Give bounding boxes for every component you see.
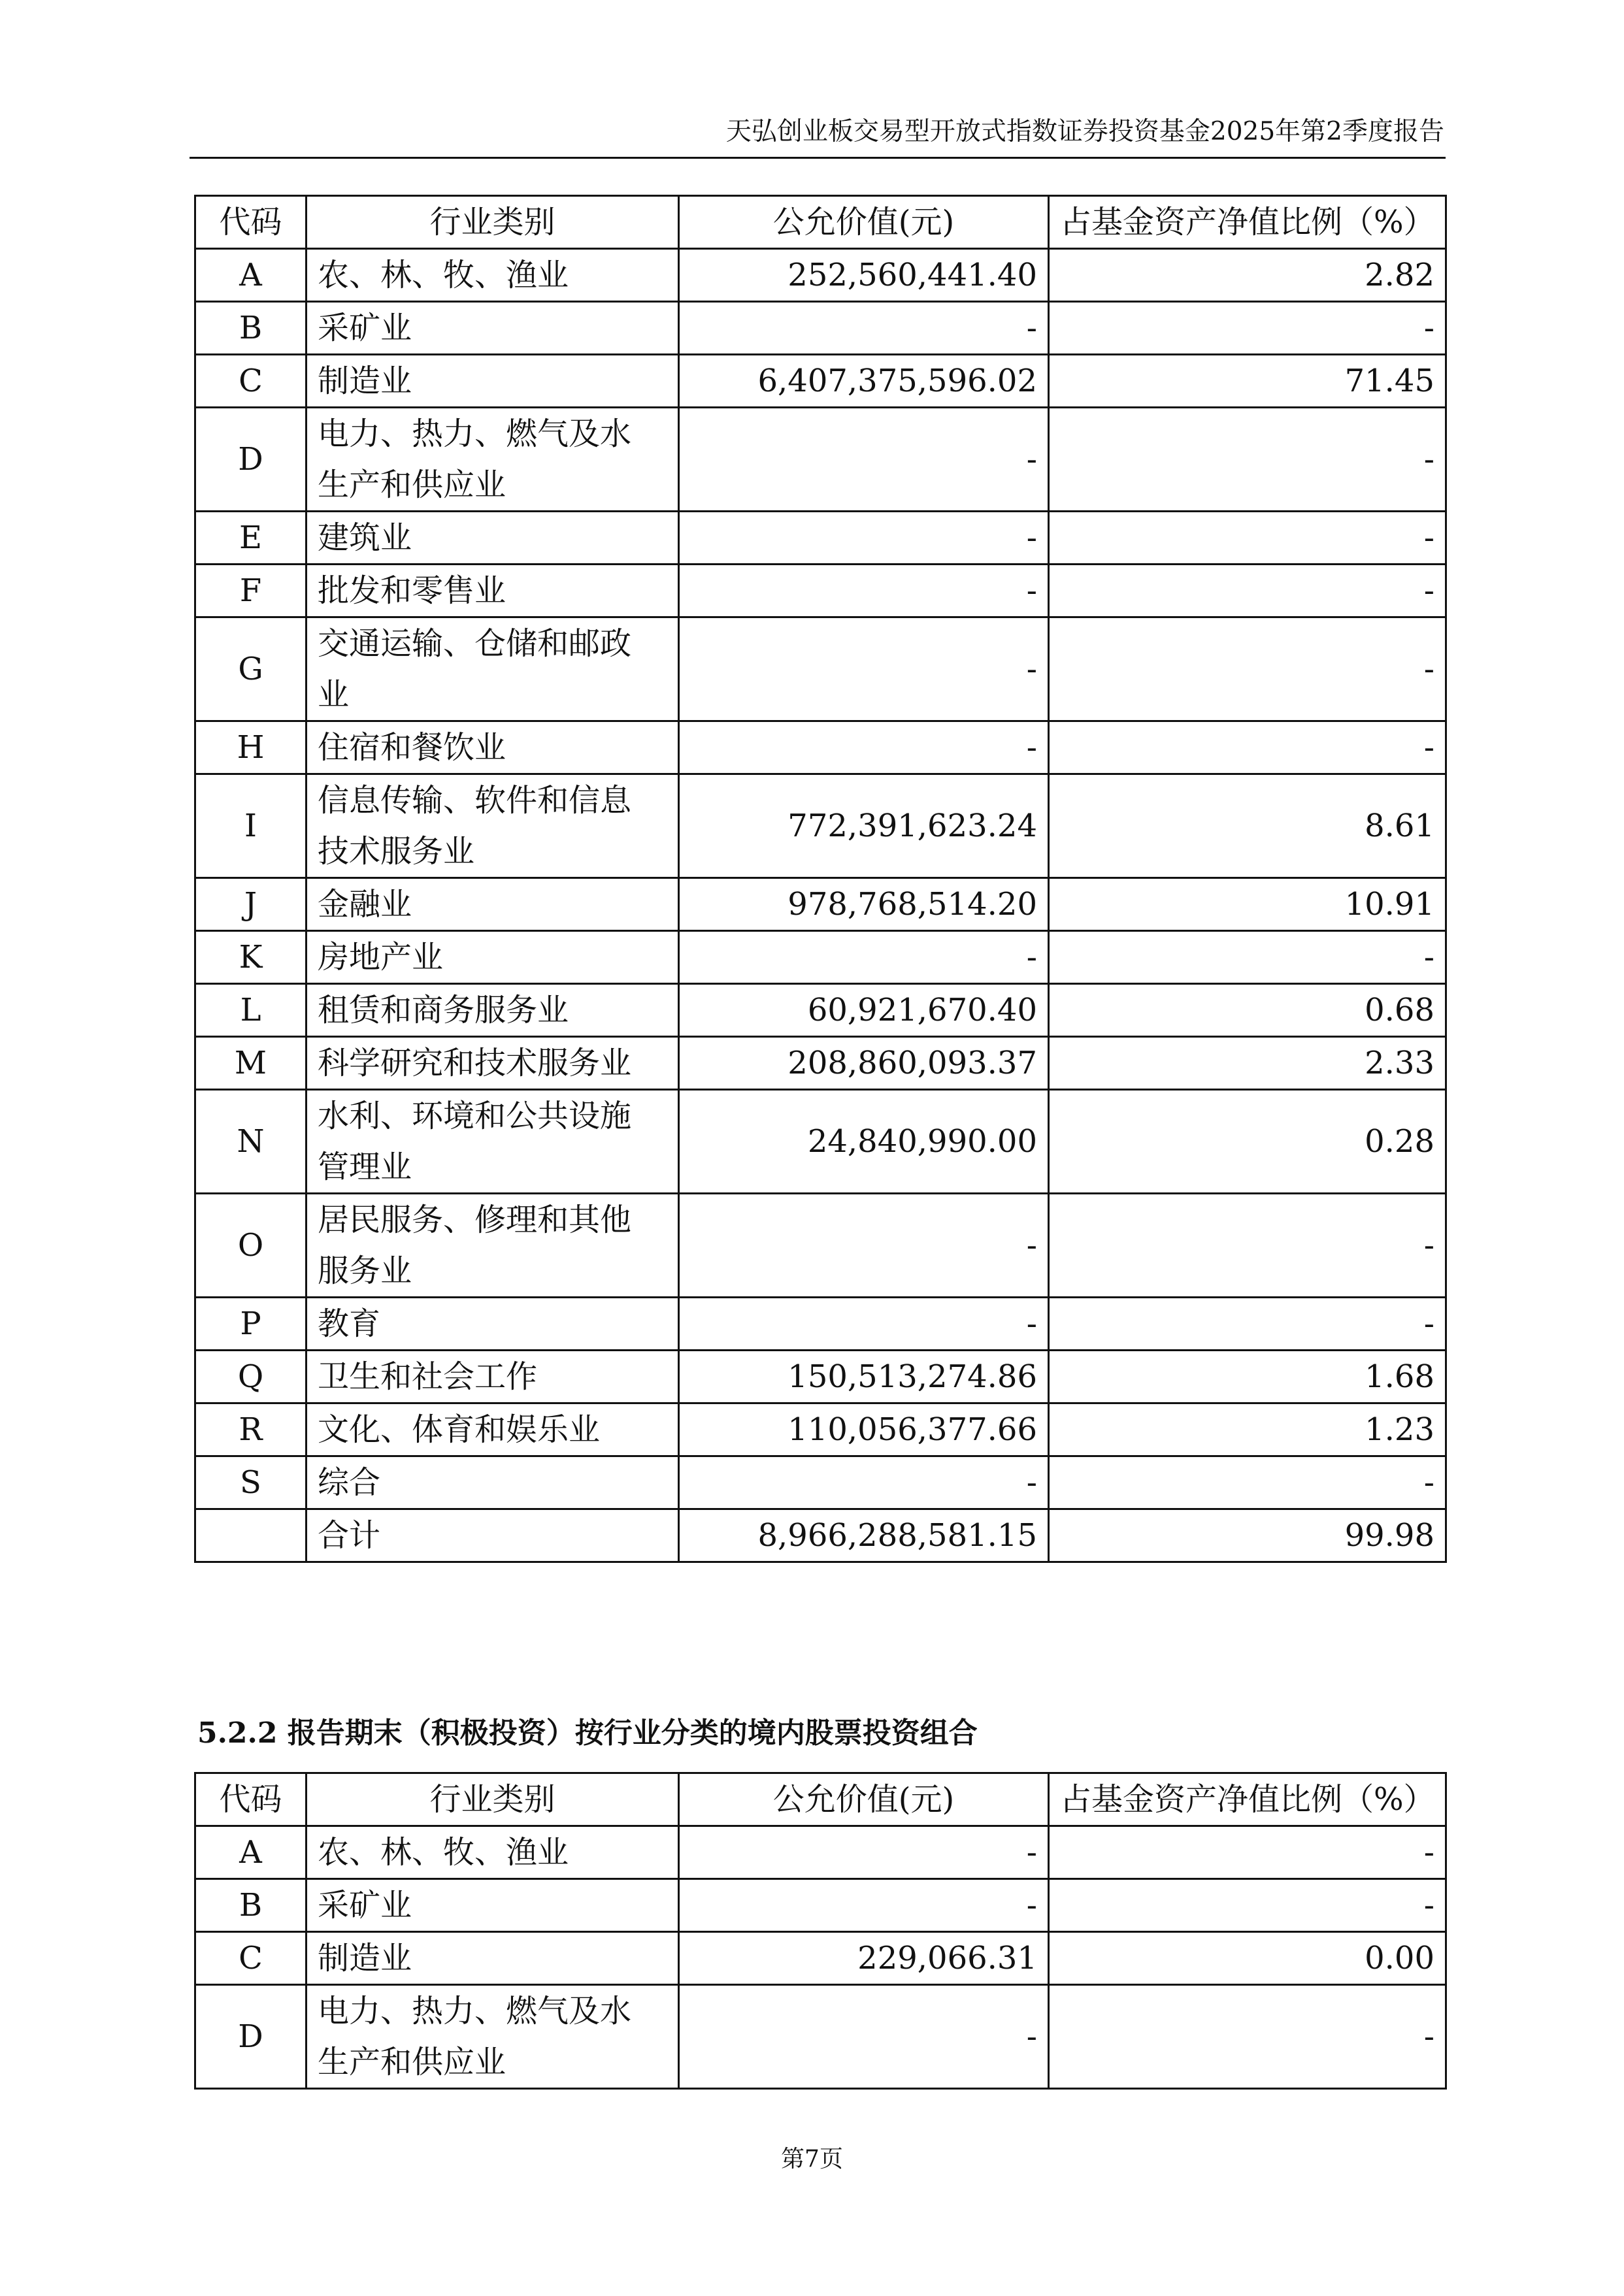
nav-ratio: - [1049, 408, 1446, 512]
industry-name-line: 采矿业 [318, 310, 412, 346]
industry-code: J [195, 878, 307, 931]
fair-value: 6,407,375,596.02 [679, 355, 1049, 408]
column-header-ratio: 占基金资产净值比例（%） [1049, 196, 1446, 249]
industry-name-line: 文化、体育和娱乐业 [318, 1411, 601, 1448]
industry-name-line: 房地产业 [318, 939, 444, 976]
industry-name [307, 931, 679, 984]
industry-name-line: 建筑业 [318, 519, 412, 556]
fair-value: 229,066.31 [679, 1932, 1049, 1985]
nav-ratio: - [1049, 512, 1446, 565]
industry-name [307, 1403, 679, 1456]
nav-ratio: 99.98 [1049, 1509, 1446, 1562]
industry-code: D [195, 1985, 307, 2089]
fair-value: 978,768,514.20 [679, 878, 1049, 931]
column-header-fair-value: 公允价值(元) [679, 196, 1049, 249]
fair-value: - [679, 1456, 1049, 1509]
industry-name [307, 1509, 679, 1562]
industry-name-line: 业 [318, 676, 350, 713]
fair-value: 208,860,093.37 [679, 1037, 1049, 1090]
fair-value: 772,391,623.24 [679, 774, 1049, 878]
industry-code: H [195, 721, 307, 774]
industry-code: D [195, 408, 307, 512]
nav-ratio: 10.91 [1049, 878, 1446, 931]
fair-value: 8,966,288,581.15 [679, 1509, 1049, 1562]
fair-value: - [679, 302, 1049, 355]
table-row [195, 302, 1446, 355]
industry-code: N [195, 1090, 307, 1194]
industry-code [195, 1509, 307, 1562]
industry-code: C [195, 1932, 307, 1985]
table-row [195, 1298, 1446, 1351]
industry-name-line: 合计 [318, 1517, 381, 1554]
industry-name-line: 金融业 [318, 886, 412, 923]
industry-code: P [195, 1298, 307, 1351]
industry-name [307, 249, 679, 302]
industry-code: A [195, 249, 307, 302]
table-row [195, 721, 1446, 774]
industry-name-line: 卫生和社会工作 [318, 1358, 538, 1395]
industry-name [307, 355, 679, 408]
nav-ratio: - [1049, 1985, 1446, 2089]
industry-table-index [194, 195, 1447, 1563]
industry-code: B [195, 302, 307, 355]
industry-name-line: 居民服务、修理和其他 [318, 1202, 632, 1238]
column-header-code: 代码 [195, 1773, 307, 1826]
industry-name-line: 批发和零售业 [318, 572, 506, 609]
table-row [195, 1037, 1446, 1090]
industry-code: L [195, 984, 307, 1037]
industry-name-line: 教育 [318, 1305, 381, 1342]
industry-name-line: 技术服务业 [318, 833, 475, 870]
industry-name-line: 服务业 [318, 1253, 412, 1289]
fair-value: 110,056,377.66 [679, 1403, 1049, 1456]
industry-name [307, 1298, 679, 1351]
industry-code: S [195, 1456, 307, 1509]
fair-value: 252,560,441.40 [679, 249, 1049, 302]
table-row [195, 931, 1446, 984]
table-row [195, 878, 1446, 931]
industry-name [307, 565, 679, 617]
nav-ratio: - [1049, 1194, 1446, 1298]
industry-name-line: 生产和供应业 [318, 467, 506, 503]
table-header-row [195, 1773, 1446, 1826]
industry-name-line: 制造业 [318, 1940, 412, 1976]
industry-name [307, 1456, 679, 1509]
page-number: 第7页 [781, 2146, 843, 2173]
industry-name [307, 1194, 679, 1298]
industry-name-line: 信息传输、软件和信息 [318, 782, 632, 819]
industry-code: I [195, 774, 307, 878]
fair-value: - [679, 1194, 1049, 1298]
industry-name [307, 1932, 679, 1985]
industry-code: K [195, 931, 307, 984]
industry-name [307, 878, 679, 931]
fair-value: - [679, 931, 1049, 984]
table-row [195, 1879, 1446, 1932]
industry-name [307, 774, 679, 878]
nav-ratio: - [1049, 565, 1446, 617]
industry-name [307, 721, 679, 774]
industry-name-line: 管理业 [318, 1149, 412, 1185]
industry-code: Q [195, 1351, 307, 1403]
fair-value: - [679, 512, 1049, 565]
industry-name-line: 住宿和餐饮业 [318, 729, 506, 766]
table-row [195, 1509, 1446, 1562]
fair-value: - [679, 1985, 1049, 2089]
table-row [195, 1403, 1446, 1456]
nav-ratio: - [1049, 1879, 1446, 1932]
industry-code: A [195, 1826, 307, 1879]
report-header-title: 天弘创业板交易型开放式指数证券投资基金2025年第2季度报告 [725, 117, 1444, 146]
nav-ratio: 71.45 [1049, 355, 1446, 408]
nav-ratio: - [1049, 1298, 1446, 1351]
table-row [195, 408, 1446, 512]
fair-value: 150,513,274.86 [679, 1351, 1049, 1403]
nav-ratio: 1.23 [1049, 1403, 1446, 1456]
fair-value: - [679, 1879, 1049, 1932]
table-row [195, 355, 1446, 408]
industry-code: B [195, 1879, 307, 1932]
industry-name [307, 408, 679, 512]
fair-value: - [679, 1298, 1049, 1351]
nav-ratio: - [1049, 1456, 1446, 1509]
fair-value: - [679, 408, 1049, 512]
industry-name [307, 1037, 679, 1090]
industry-code: M [195, 1037, 307, 1090]
industry-name-line: 采矿业 [318, 1887, 412, 1924]
fair-value: - [679, 721, 1049, 774]
industry-name [307, 1351, 679, 1403]
column-header-industry: 行业类别 [307, 196, 679, 249]
column-header-industry: 行业类别 [307, 1773, 679, 1826]
industry-name [307, 512, 679, 565]
industry-name-line: 电力、热力、燃气及水 [318, 416, 632, 452]
table-row [195, 249, 1446, 302]
table-row [195, 512, 1446, 565]
table-row [195, 1351, 1446, 1403]
nav-ratio: 0.28 [1049, 1090, 1446, 1194]
nav-ratio: - [1049, 617, 1446, 721]
section-title: 5.2.2 报告期末（积极投资）按行业分类的境内股票投资组合 [197, 1716, 978, 1750]
industry-name-line: 农、林、牧、渔业 [318, 257, 569, 293]
table-row [195, 1932, 1446, 1985]
industry-name-line: 交通运输、仓储和邮政 [318, 625, 632, 662]
nav-ratio: - [1049, 302, 1446, 355]
nav-ratio: 0.68 [1049, 984, 1446, 1037]
table-row [195, 1194, 1446, 1298]
industry-table-active [194, 1772, 1447, 2090]
industry-name [307, 1879, 679, 1932]
fair-value: - [679, 565, 1049, 617]
nav-ratio: - [1049, 721, 1446, 774]
industry-name-line: 农、林、牧、渔业 [318, 1834, 569, 1871]
industry-code: F [195, 565, 307, 617]
industry-name-line: 电力、热力、燃气及水 [318, 1993, 632, 2029]
industry-code: R [195, 1403, 307, 1456]
nav-ratio: - [1049, 1826, 1446, 1879]
table-row [195, 1985, 1446, 2089]
industry-name-line: 生产和供应业 [318, 2044, 506, 2080]
industry-name-line: 综合 [318, 1464, 381, 1501]
table-row [195, 1090, 1446, 1194]
industry-name-line: 制造业 [318, 363, 412, 399]
industry-name [307, 1090, 679, 1194]
industry-code: G [195, 617, 307, 721]
fair-value: - [679, 1826, 1049, 1879]
industry-name [307, 302, 679, 355]
header-rule [190, 157, 1446, 159]
table-row [195, 774, 1446, 878]
table-row [195, 984, 1446, 1037]
industry-name [307, 1985, 679, 2089]
column-header-ratio: 占基金资产净值比例（%） [1049, 1773, 1446, 1826]
industry-code: C [195, 355, 307, 408]
column-header-fair-value: 公允价值(元) [679, 1773, 1049, 1826]
fair-value: 24,840,990.00 [679, 1090, 1049, 1194]
table-row [195, 1826, 1446, 1879]
industry-code: O [195, 1194, 307, 1298]
nav-ratio: 0.00 [1049, 1932, 1446, 1985]
industry-name-line: 租赁和商务服务业 [318, 992, 569, 1028]
column-header-code: 代码 [195, 196, 307, 249]
table-header-row [195, 196, 1446, 249]
nav-ratio: 1.68 [1049, 1351, 1446, 1403]
nav-ratio: 2.33 [1049, 1037, 1446, 1090]
nav-ratio: 8.61 [1049, 774, 1446, 878]
fair-value: - [679, 617, 1049, 721]
nav-ratio: 2.82 [1049, 249, 1446, 302]
industry-name [307, 617, 679, 721]
industry-name [307, 984, 679, 1037]
industry-name-line: 水利、环境和公共设施 [318, 1098, 632, 1134]
table-row [195, 1456, 1446, 1509]
table-row [195, 617, 1446, 721]
table-row [195, 565, 1446, 617]
nav-ratio: - [1049, 931, 1446, 984]
industry-name-line: 科学研究和技术服务业 [318, 1045, 632, 1081]
fair-value: 60,921,670.40 [679, 984, 1049, 1037]
industry-name [307, 1826, 679, 1879]
industry-code: E [195, 512, 307, 565]
